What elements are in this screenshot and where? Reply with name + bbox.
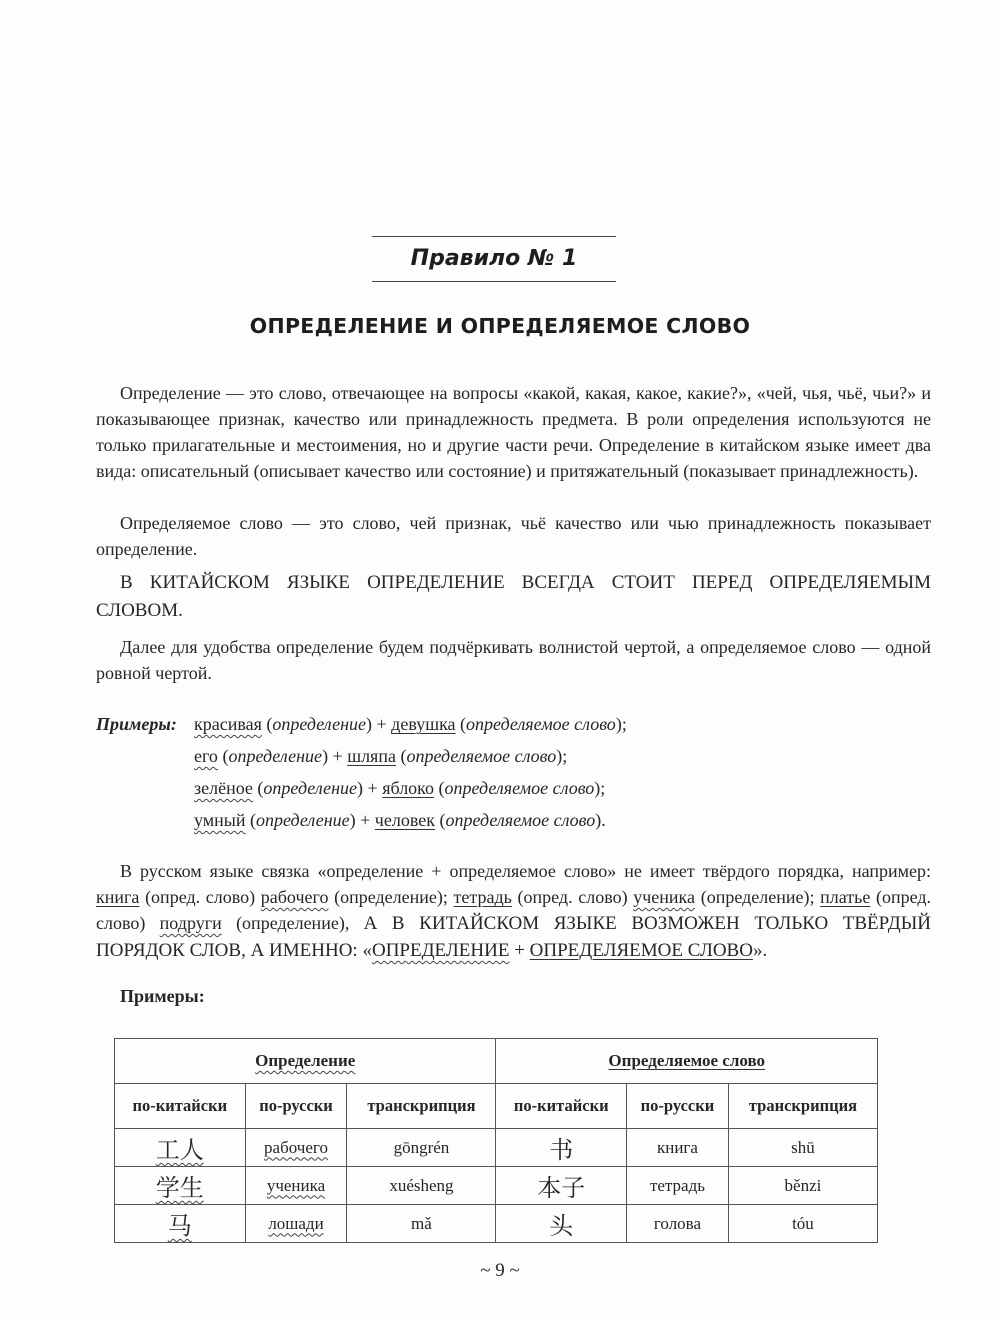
cell: [245, 1205, 347, 1243]
def-russian: ученика: [266, 1175, 326, 1195]
example-definition: красивая: [194, 714, 262, 734]
punct: .: [601, 810, 606, 830]
examples-list: [96, 708, 627, 836]
note: (опред. слово): [96, 887, 932, 933]
note: (определение): [334, 887, 443, 907]
head-pinyin: tóu: [728, 1205, 877, 1243]
col-pinyin: транскрипция: [347, 1084, 496, 1129]
cell: [115, 1129, 246, 1167]
note-definition: определение: [263, 778, 358, 798]
group-head-label: Определяемое слово: [608, 1051, 766, 1070]
cell: [245, 1167, 347, 1205]
text: В русском языке связка «определение + определяемое слово» не имеет твёрдого порядка, например:: [120, 861, 931, 881]
sep: ,: [344, 913, 364, 933]
punct: ;: [600, 778, 606, 798]
col-chinese: по-китайски: [115, 1084, 246, 1129]
col-russian: по-русски: [627, 1084, 729, 1129]
table-column-header: [115, 1084, 878, 1129]
col-russian: по-русски: [245, 1084, 347, 1129]
plus: +: [509, 940, 530, 961]
example-definition: умный: [194, 810, 246, 830]
sep: ;: [442, 887, 454, 907]
example-head-word: шляпа: [347, 746, 396, 766]
head-russian: книга: [627, 1129, 729, 1167]
def-russian: рабочего: [264, 1137, 328, 1157]
group-definition-label: Определение: [255, 1051, 356, 1070]
section-title: ОПРЕДЕЛЕНИЕ И ОПРЕДЕЛЯЕМОЕ СЛОВО: [249, 314, 751, 338]
def-pinyin: gōngrén: [347, 1129, 496, 1167]
sep: ;: [809, 887, 821, 907]
page-number: ~ 9 ~: [480, 1260, 520, 1281]
examples-table-label: Примеры:: [120, 986, 205, 1006]
paragraph-word-order: [96, 858, 931, 964]
cell: [115, 1167, 246, 1205]
rule-bottom-line: [372, 281, 616, 282]
note: (определение): [700, 887, 810, 907]
head-chinese: 本子: [496, 1167, 627, 1205]
example-definition: его: [194, 746, 218, 766]
col-chinese: по-китайски: [496, 1084, 627, 1129]
example-item: Примеры: красивая (определение) + девушка (определяемое слово);: [96, 708, 627, 740]
note-definition: определение: [256, 810, 350, 830]
head-pinyin: běnzi: [728, 1167, 877, 1205]
note-head-word: определяемое слово: [445, 810, 596, 830]
cell: [115, 1205, 246, 1243]
note-head-word: определяемое слово: [406, 746, 557, 766]
head-pinyin: shū: [728, 1129, 877, 1167]
head-chinese: 书: [496, 1129, 627, 1167]
paragraph-head-word: Определяемое слово — это слово, чей признак, чьё качество или чью принадлежность показывает определение.: [96, 513, 931, 559]
punct: ;: [621, 714, 627, 734]
definition-word: подруги: [159, 913, 222, 933]
rule-header: [372, 236, 616, 282]
def-pinyin: mǎ: [347, 1205, 496, 1243]
example-head-word: человек: [374, 810, 435, 830]
example-item: умный (определение) + человек (определяемое слово).: [194, 810, 606, 830]
paragraph-underline-note: Далее для удобства определение будем подчёркивать волнистой чертой, а определяемое слово — одной ровной чертой.: [96, 637, 931, 683]
note-definition: определение: [228, 746, 323, 766]
def-chinese: 学生: [155, 1174, 204, 1202]
table-row: [115, 1129, 878, 1167]
rule-title: Правило № 1: [410, 246, 578, 271]
paragraph-definition: Определение — это слово, отвечающее на вопросы «какой, какая, какое, какие?», «чей, чья, чьё, чьи?» и показывающее признак, качество или принадлежность предмета. В роли определения используются не только прилагательные и местоимения, но и другие части речи. Определение в китайском языке имеет два вида: описательный (описывает качество или состояние) и притяжательный (показывает принадлежность).: [96, 383, 931, 481]
col-pinyin: транскрипция: [728, 1084, 877, 1129]
note: (опред. слово): [145, 887, 256, 907]
caps-text: А В КИТАЙСКОМ ЯЗЫКЕ ВОЗМОЖЕН ТОЛЬКО ТВЁРДЫЙ ПОРЯДОК СЛОВ, А ИМЕННО: «: [96, 913, 932, 961]
example-definition: зелёное: [194, 778, 253, 798]
example-head-word: девушка: [391, 714, 456, 734]
examples-label: Примеры:: [96, 714, 177, 734]
definition-word: ученика: [633, 887, 696, 907]
def-chinese: 马: [167, 1212, 192, 1240]
head-chinese: 头: [496, 1205, 627, 1243]
head-russian: голова: [627, 1205, 729, 1243]
example-item: его (определение) + шляпа (определяемое слово);: [194, 746, 568, 766]
head-word: платье: [820, 887, 871, 907]
note: (определение): [236, 913, 345, 933]
table-group-header: [115, 1039, 878, 1084]
head-word: книга: [96, 887, 140, 907]
head-russian: тетрадь: [627, 1167, 729, 1205]
cell: [245, 1129, 347, 1167]
def-russian: лошади: [268, 1213, 324, 1233]
note-definition: определение: [272, 714, 367, 734]
punct: ;: [562, 746, 568, 766]
group-definition: [115, 1039, 496, 1084]
paragraph-rule-caps: В КИТАЙСКОМ ЯЗЫКЕ ОПРЕДЕЛЕНИЕ ВСЕГДА СТОИТ ПЕРЕД ОПРЕДЕЛЯЕМЫМ СЛОВОМ.: [96, 572, 931, 621]
example-item: зелёное (определение) + яблоко (определяемое слово);: [194, 778, 606, 798]
caps-definition: ОПРЕДЕЛЕНИЕ: [371, 940, 510, 961]
table-row: [115, 1167, 878, 1205]
table-row: [115, 1205, 878, 1243]
note-head-word: определяемое слово: [466, 714, 616, 734]
caps-head-word: ОПРЕДЕЛЯЕМОЕ СЛОВО: [529, 940, 753, 961]
punct: ».: [752, 940, 768, 961]
def-pinyin: xuésheng: [347, 1167, 496, 1205]
def-chinese: 工人: [155, 1136, 204, 1164]
note-head-word: определяемое слово: [444, 778, 595, 798]
examples-table: [114, 1038, 878, 1243]
note: (опред. слово): [517, 887, 628, 907]
definition-word: рабочего: [260, 887, 329, 907]
example-head-word: яблоко: [382, 778, 435, 798]
head-word: тетрадь: [453, 887, 512, 907]
group-head-word: [496, 1039, 878, 1084]
